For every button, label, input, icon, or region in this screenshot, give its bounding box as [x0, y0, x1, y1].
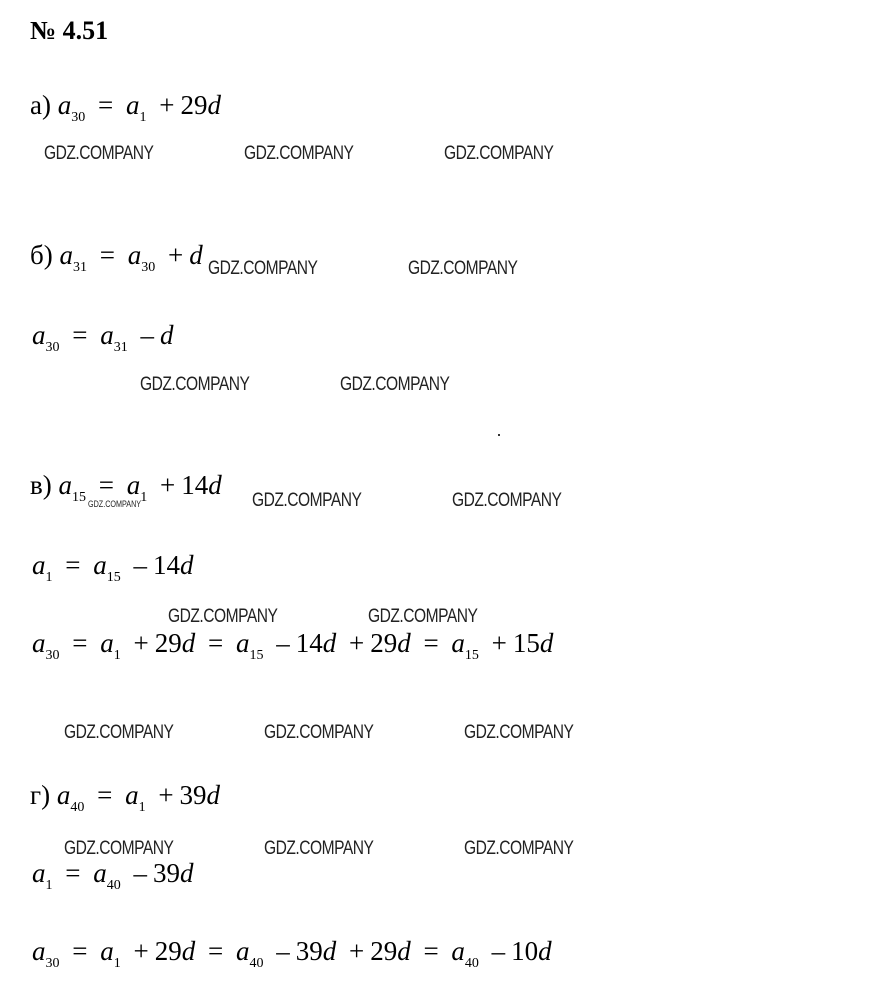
watermark-text: GDZ.COMPANY: [340, 374, 450, 395]
minus: –: [276, 936, 290, 966]
subscript: 1: [140, 490, 148, 505]
var-d: d: [206, 780, 221, 810]
formula-v-3: [32, 628, 553, 664]
plus: +: [491, 628, 507, 658]
var-d: d: [538, 936, 552, 966]
var-a: a: [451, 936, 465, 966]
var-a: a: [127, 240, 142, 270]
var-a: a: [235, 936, 250, 966]
watermark-text: GDZ.COMPANY: [44, 143, 154, 164]
coefficient: 14: [152, 550, 180, 580]
coefficient: 39: [179, 780, 207, 810]
watermark-text: GDZ.COMPANY: [264, 722, 374, 743]
subscript: 30: [141, 260, 156, 275]
subscript: 1: [139, 110, 147, 125]
watermark-text: GDZ.COMPANY: [408, 258, 518, 279]
var-a: a: [32, 628, 46, 658]
var-d: d: [189, 240, 203, 270]
subscript: 15: [464, 648, 479, 663]
label-a: а): [30, 90, 51, 120]
var-a: a: [100, 320, 114, 350]
equals: =: [99, 240, 115, 270]
equals: =: [65, 858, 81, 888]
var-a: a: [32, 320, 46, 350]
var-a: a: [100, 628, 114, 658]
coefficient: 29: [370, 936, 398, 966]
coefficient: 29: [154, 628, 182, 658]
formula-v-2: [32, 550, 193, 586]
watermark-text: GDZ.COMPANY: [464, 838, 574, 859]
watermark-text: GDZ.COMPANY: [168, 606, 278, 627]
formula-g: [30, 780, 220, 816]
coefficient: 15: [512, 628, 540, 658]
equals: =: [72, 320, 88, 350]
subscript: 40: [106, 878, 121, 893]
var-a: a: [125, 780, 139, 810]
var-a: a: [58, 470, 72, 500]
var-a: a: [32, 550, 46, 580]
var-a: a: [32, 858, 46, 888]
watermark-text: GDZ.COMPANY: [452, 490, 562, 511]
coefficient: 10: [511, 936, 539, 966]
subscript: 40: [70, 800, 85, 815]
subscript: 30: [45, 956, 60, 971]
formula-g-3: [32, 936, 552, 972]
var-d: d: [397, 936, 411, 966]
coefficient: 29: [180, 90, 208, 120]
watermark-text: GDZ.COMPANY: [64, 838, 174, 859]
watermark-text: GDZ.COMPANY: [64, 722, 174, 743]
var-d: d: [181, 936, 196, 966]
subscript: 15: [106, 570, 121, 585]
plus: +: [158, 780, 174, 810]
var-a: a: [125, 90, 140, 120]
watermark-text: GDZ.COMPANY: [252, 490, 362, 511]
minus: –: [133, 550, 147, 580]
var-a: a: [93, 550, 107, 580]
watermark-text: GDZ.COMPANY: [464, 722, 574, 743]
watermark-text: GDZ.COMPANY: [208, 258, 318, 279]
var-a: a: [235, 628, 250, 658]
subscript: 31: [72, 260, 87, 275]
minus: –: [491, 936, 506, 966]
var-d: d: [207, 90, 221, 120]
minus: –: [133, 858, 147, 888]
subscript: 15: [72, 490, 86, 505]
coefficient: 39: [152, 858, 180, 888]
formula-b-2: [32, 320, 173, 356]
plus: +: [133, 628, 149, 658]
var-d: d: [539, 628, 554, 658]
equals: =: [207, 936, 224, 966]
equals: =: [207, 628, 224, 658]
subscript: 15: [249, 648, 264, 663]
var-d: d: [159, 320, 174, 350]
minus: –: [276, 628, 290, 658]
plus: +: [159, 90, 175, 120]
subscript: 1: [45, 878, 53, 893]
subscript: 30: [71, 110, 86, 125]
coefficient: 29: [370, 628, 398, 658]
formula-g-2: [32, 858, 193, 894]
subscript: 1: [113, 648, 121, 663]
watermark-text: GDZ.COMPANY: [244, 143, 354, 164]
var-d: d: [179, 858, 194, 888]
problem-number: № 4.51: [30, 16, 109, 45]
equals: =: [72, 936, 88, 966]
minus: –: [140, 320, 154, 350]
formula-a: [30, 90, 221, 126]
watermark-text: GDZ.COMPANY: [140, 374, 250, 395]
plus: +: [348, 628, 365, 658]
var-d: d: [322, 936, 337, 966]
watermark-text-small: GDZ.COMPANY: [88, 499, 142, 509]
equals: =: [72, 628, 88, 658]
plus: +: [159, 470, 176, 500]
subscript: 1: [45, 570, 53, 585]
var-a: a: [93, 858, 107, 888]
var-a: a: [57, 90, 72, 120]
var-d: d: [181, 628, 196, 658]
equals: =: [98, 470, 114, 500]
watermark-text: GDZ.COMPANY: [444, 143, 554, 164]
subscript: 40: [464, 956, 479, 971]
plus: +: [348, 936, 365, 966]
plus: +: [133, 936, 149, 966]
coefficient: 14: [295, 628, 323, 658]
subscript: 40: [249, 956, 264, 971]
subscript: 31: [113, 340, 128, 355]
label-g: г): [30, 780, 51, 810]
watermark-text: GDZ.COMPANY: [264, 838, 374, 859]
subscript: 1: [138, 800, 146, 815]
label-v: в): [30, 470, 52, 500]
plus: +: [167, 240, 184, 270]
watermark-text: GDZ.COMPANY: [368, 606, 478, 627]
equals: =: [97, 780, 113, 810]
var-a: a: [56, 780, 71, 810]
var-a: a: [126, 470, 141, 500]
var-a: a: [32, 936, 46, 966]
var-d: d: [179, 550, 194, 580]
coefficient: 14: [181, 470, 209, 500]
subscript: 1: [113, 956, 121, 971]
var-d: d: [322, 628, 337, 658]
var-a: a: [100, 936, 114, 966]
subscript: 30: [45, 648, 60, 663]
formula-b: [30, 240, 203, 276]
equals: =: [423, 628, 439, 658]
equals: =: [97, 90, 114, 120]
stray-dot: [498, 434, 500, 436]
coefficient: 39: [295, 936, 323, 966]
label-b: б): [30, 240, 53, 270]
coefficient: 29: [154, 936, 182, 966]
var-a: a: [451, 628, 465, 658]
subscript: 30: [45, 340, 60, 355]
equals: =: [423, 936, 439, 966]
var-a: a: [59, 240, 73, 270]
var-d: d: [397, 628, 411, 658]
var-d: d: [208, 470, 222, 500]
equals: =: [65, 550, 81, 580]
